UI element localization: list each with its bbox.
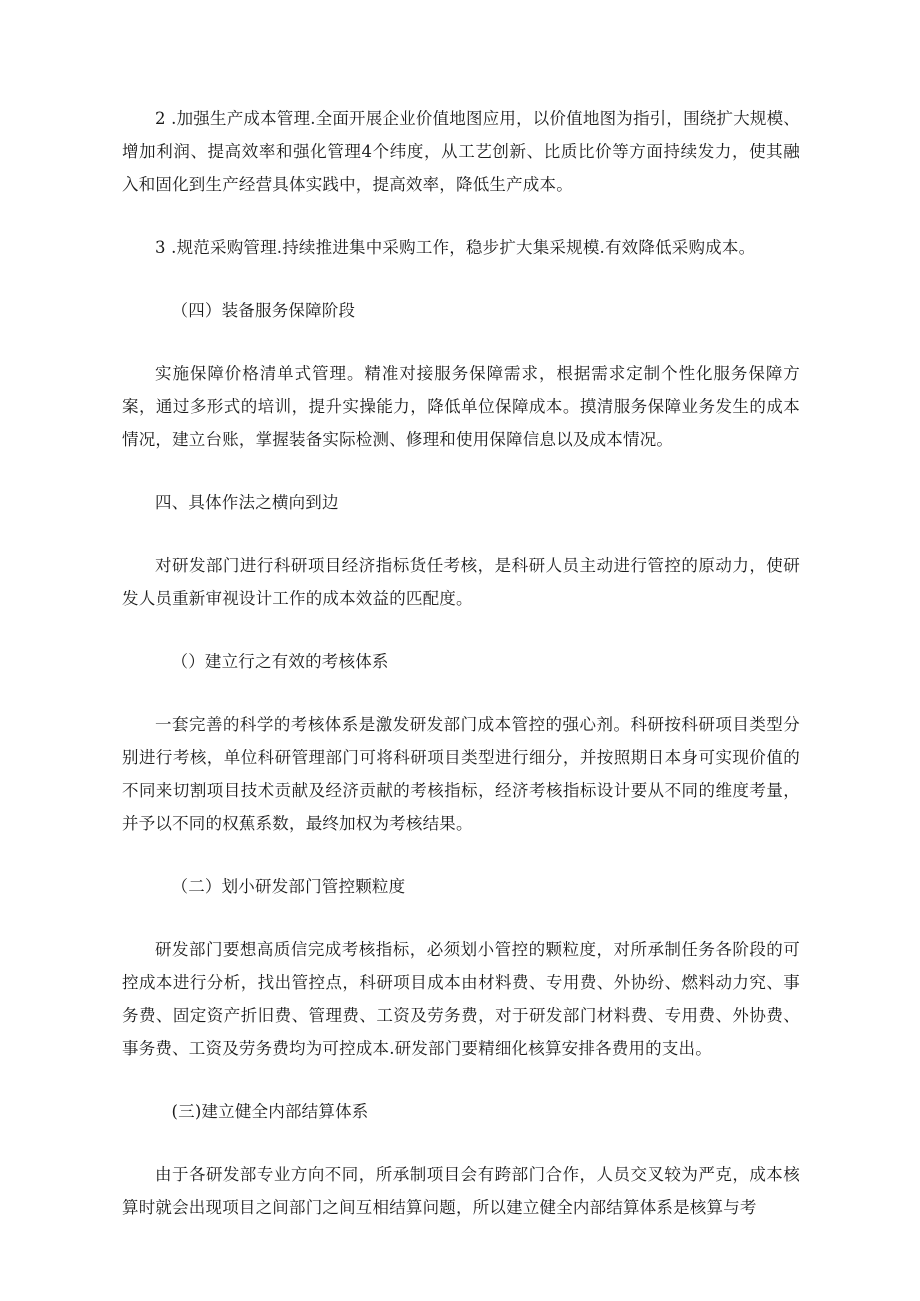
heading-assessment-system: （）建立行之有效的考核体系 xyxy=(171,652,389,671)
heading-granularity: （二）划小研发部门管控颗粒度 xyxy=(171,877,406,896)
paragraph-procurement: 3 .规范采购管理.持续推进集中采购工作，稳步扩大集采规模.有效降低采购成本。 xyxy=(155,238,756,257)
heading-internal-settlement: (三)建立健全内部结算体系 xyxy=(171,1102,369,1121)
paragraph-assessment-system: 一套完善的科学的考核体系是激发研发部门成本管控的强心剂。科研按科研项目类型分别进行考核，单位科研管理部门可将科研项目类型进行细分，并按照期日本身可实现价值的不同来切割项目技术贡献及经济贡献的考核指标，经济考核指标设计要从不同的维度考量，并予以不同的权蕉系数，最终加权为考核结果。 xyxy=(122,715,800,833)
paragraph-production-cost: 2 .加强生产成本管理.全面开展企业价值地图应用，以价值地图为指引，围绕扩大规模、增加利润、提高效率和强化管理4个纬度，从工艺创新、比质比价等方面持续发力，使其融入和固化到生产经营具体实践中，提高效率，降低生产成本。 xyxy=(122,109,800,194)
paragraph-service-pricing: 实施保障价格清单式管理。精准对接服务保障需求，根据需求定制个性化服务保障方案，通过多形式的培训，提升实操能力，降低单位保障成本。摸清服务保障业务发生的成本情况，建立台账，掌握装备实际检测、修理和使用保障信息以及成本情况。 xyxy=(122,364,800,449)
paragraph-granularity: 研发部门要想高质信完成考核指标，必须划小管控的颗粒度，对所承制任务各阶段的可控成本进行分析，找出管控点，科研项目成本由材料费、专用费、外协纷、燃料动力究、事务费、固定资产折旧费、管理费、工资及劳务费，对于研发部门材料费、专用费、外协费、事务费、工资及劳务费均为可控成本.研发部门要精细化核算安排各费用的支出。 xyxy=(122,940,800,1058)
section-heading-horizontal: 四、具体作法之横向到边 xyxy=(155,493,339,512)
document-body xyxy=(122,102,800,1224)
paragraph-rd-assessment: 对研发部门进行科研项目经济指标货任考核，是科研人员主动进行管控的原动力，使研发人员重新审视设计工作的成本效益的匹配度。 xyxy=(122,556,800,608)
heading-equipment-service: （四）装备服务保障阶段 xyxy=(171,301,356,320)
paragraph-internal-settlement: 由于各研发部专业方向不同，所承制项目会有跨部门合作，人员交叉较为严克，成本核算时就会出现项目之间部门之间互相结算问题，所以建立健全内部结算体系是核算与考 xyxy=(122,1165,800,1217)
